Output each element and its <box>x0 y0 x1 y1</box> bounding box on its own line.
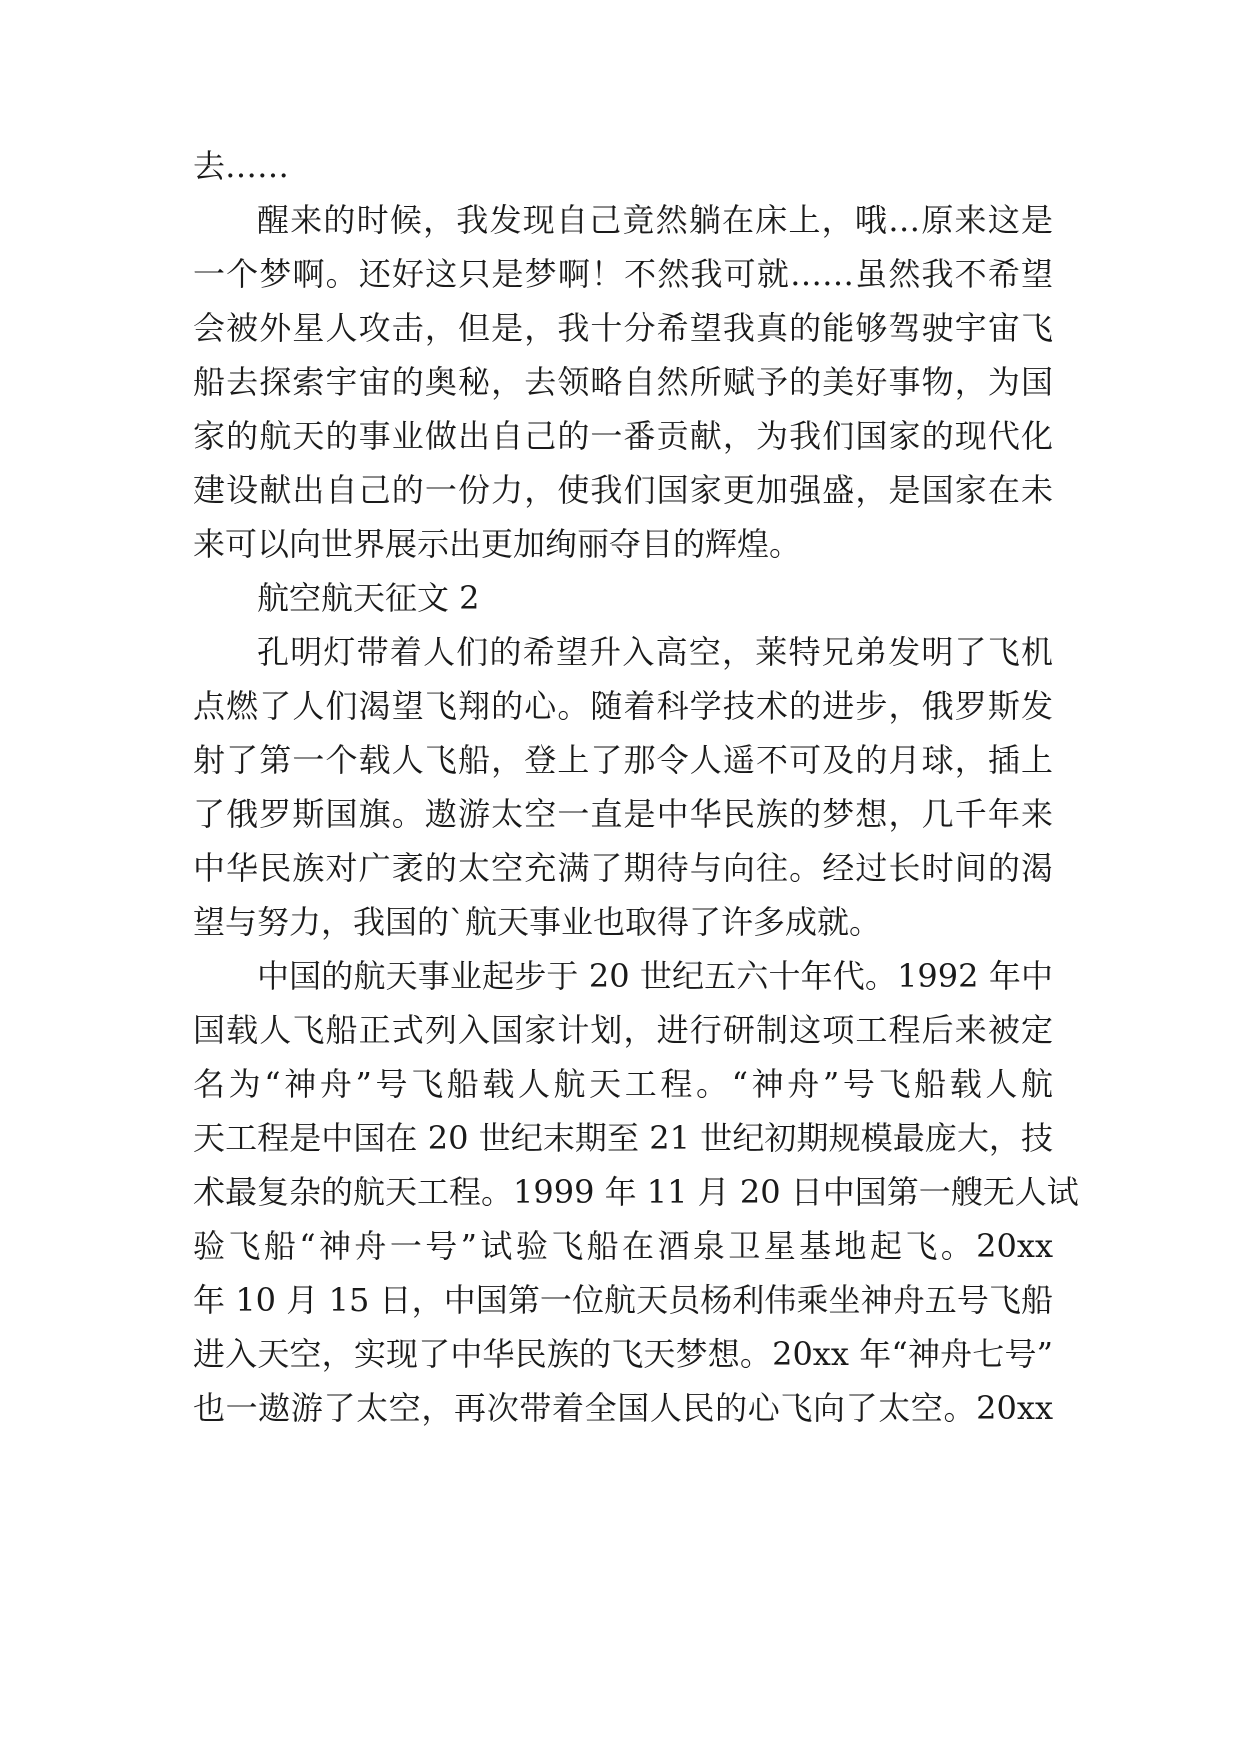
text-line: 名为“神舟”号飞船载人航天工程。“神舟”号飞船载人航 <box>193 1065 1053 1103</box>
text-line: 点燃了人们渴望飞翔的心。随着科学技术的进步，俄罗斯发 <box>193 687 1053 725</box>
text-line: 孔明灯带着人们的希望升入高空，莱特兄弟发明了飞机 <box>257 633 1053 671</box>
text-line: 一个梦啊。还好这只是梦啊！不然我可就……虽然我不希望 <box>193 255 1053 293</box>
text-line: 术最复杂的航天工程。1999 年 11 月 20 日中国第一艘无人试 <box>193 1173 1079 1211</box>
text-line: 验飞船“神舟一号”试验飞船在酒泉卫星基地起飞。20xx <box>193 1227 1053 1265</box>
text-line: 醒来的时候，我发现自己竟然躺在床上，哦…原来这是 <box>257 201 1053 239</box>
text-line: 进入天空，实现了中华民族的飞天梦想。20xx 年“神舟七号” <box>193 1335 1053 1373</box>
text-line: 会被外星人攻击，但是，我十分希望我真的能够驾驶宇宙飞 <box>193 309 1053 347</box>
section-heading: 航空航天征文 2 <box>257 579 480 617</box>
text-line: 中国的航天事业起步于 20 世纪五六十年代。1992 年中 <box>257 957 1053 995</box>
text-line: 年 10 月 15 日，中国第一位航天员杨利伟乘坐神舟五号飞船 <box>193 1281 1053 1319</box>
text-line: 也一遨游了太空，再次带着全国人民的心飞向了太空。20xx <box>193 1389 1053 1427</box>
text-line: 船去探索宇宙的奥秘，去领略自然所赋予的美好事物，为国 <box>193 363 1053 401</box>
text-line: 了俄罗斯国旗。遨游太空一直是中华民族的梦想，几千年来 <box>193 795 1053 833</box>
text-line: 去…… <box>193 147 290 185</box>
text-line: 中华民族对广袤的太空充满了期待与向往。经过长时间的渴 <box>193 849 1053 887</box>
text-line: 望与努力，我国的`航天事业也取得了许多成就。 <box>193 903 882 941</box>
text-line: 射了第一个载人飞船，登上了那令人遥不可及的月球，插上 <box>193 741 1053 779</box>
text-line: 建设献出自己的一份力，使我们国家更加强盛，是国家在未 <box>193 471 1053 509</box>
text-line: 家的航天的事业做出自己的一番贡献，为我们国家的现代化 <box>193 417 1053 455</box>
text-line: 国载人飞船正式列入国家计划，进行研制这项工程后来被定 <box>193 1011 1053 1049</box>
text-line: 来可以向世界展示出更加绚丽夺目的辉煌。 <box>193 525 802 563</box>
text-line: 天工程是中国在 20 世纪末期至 21 世纪初期规模最庞大，技 <box>193 1119 1053 1157</box>
